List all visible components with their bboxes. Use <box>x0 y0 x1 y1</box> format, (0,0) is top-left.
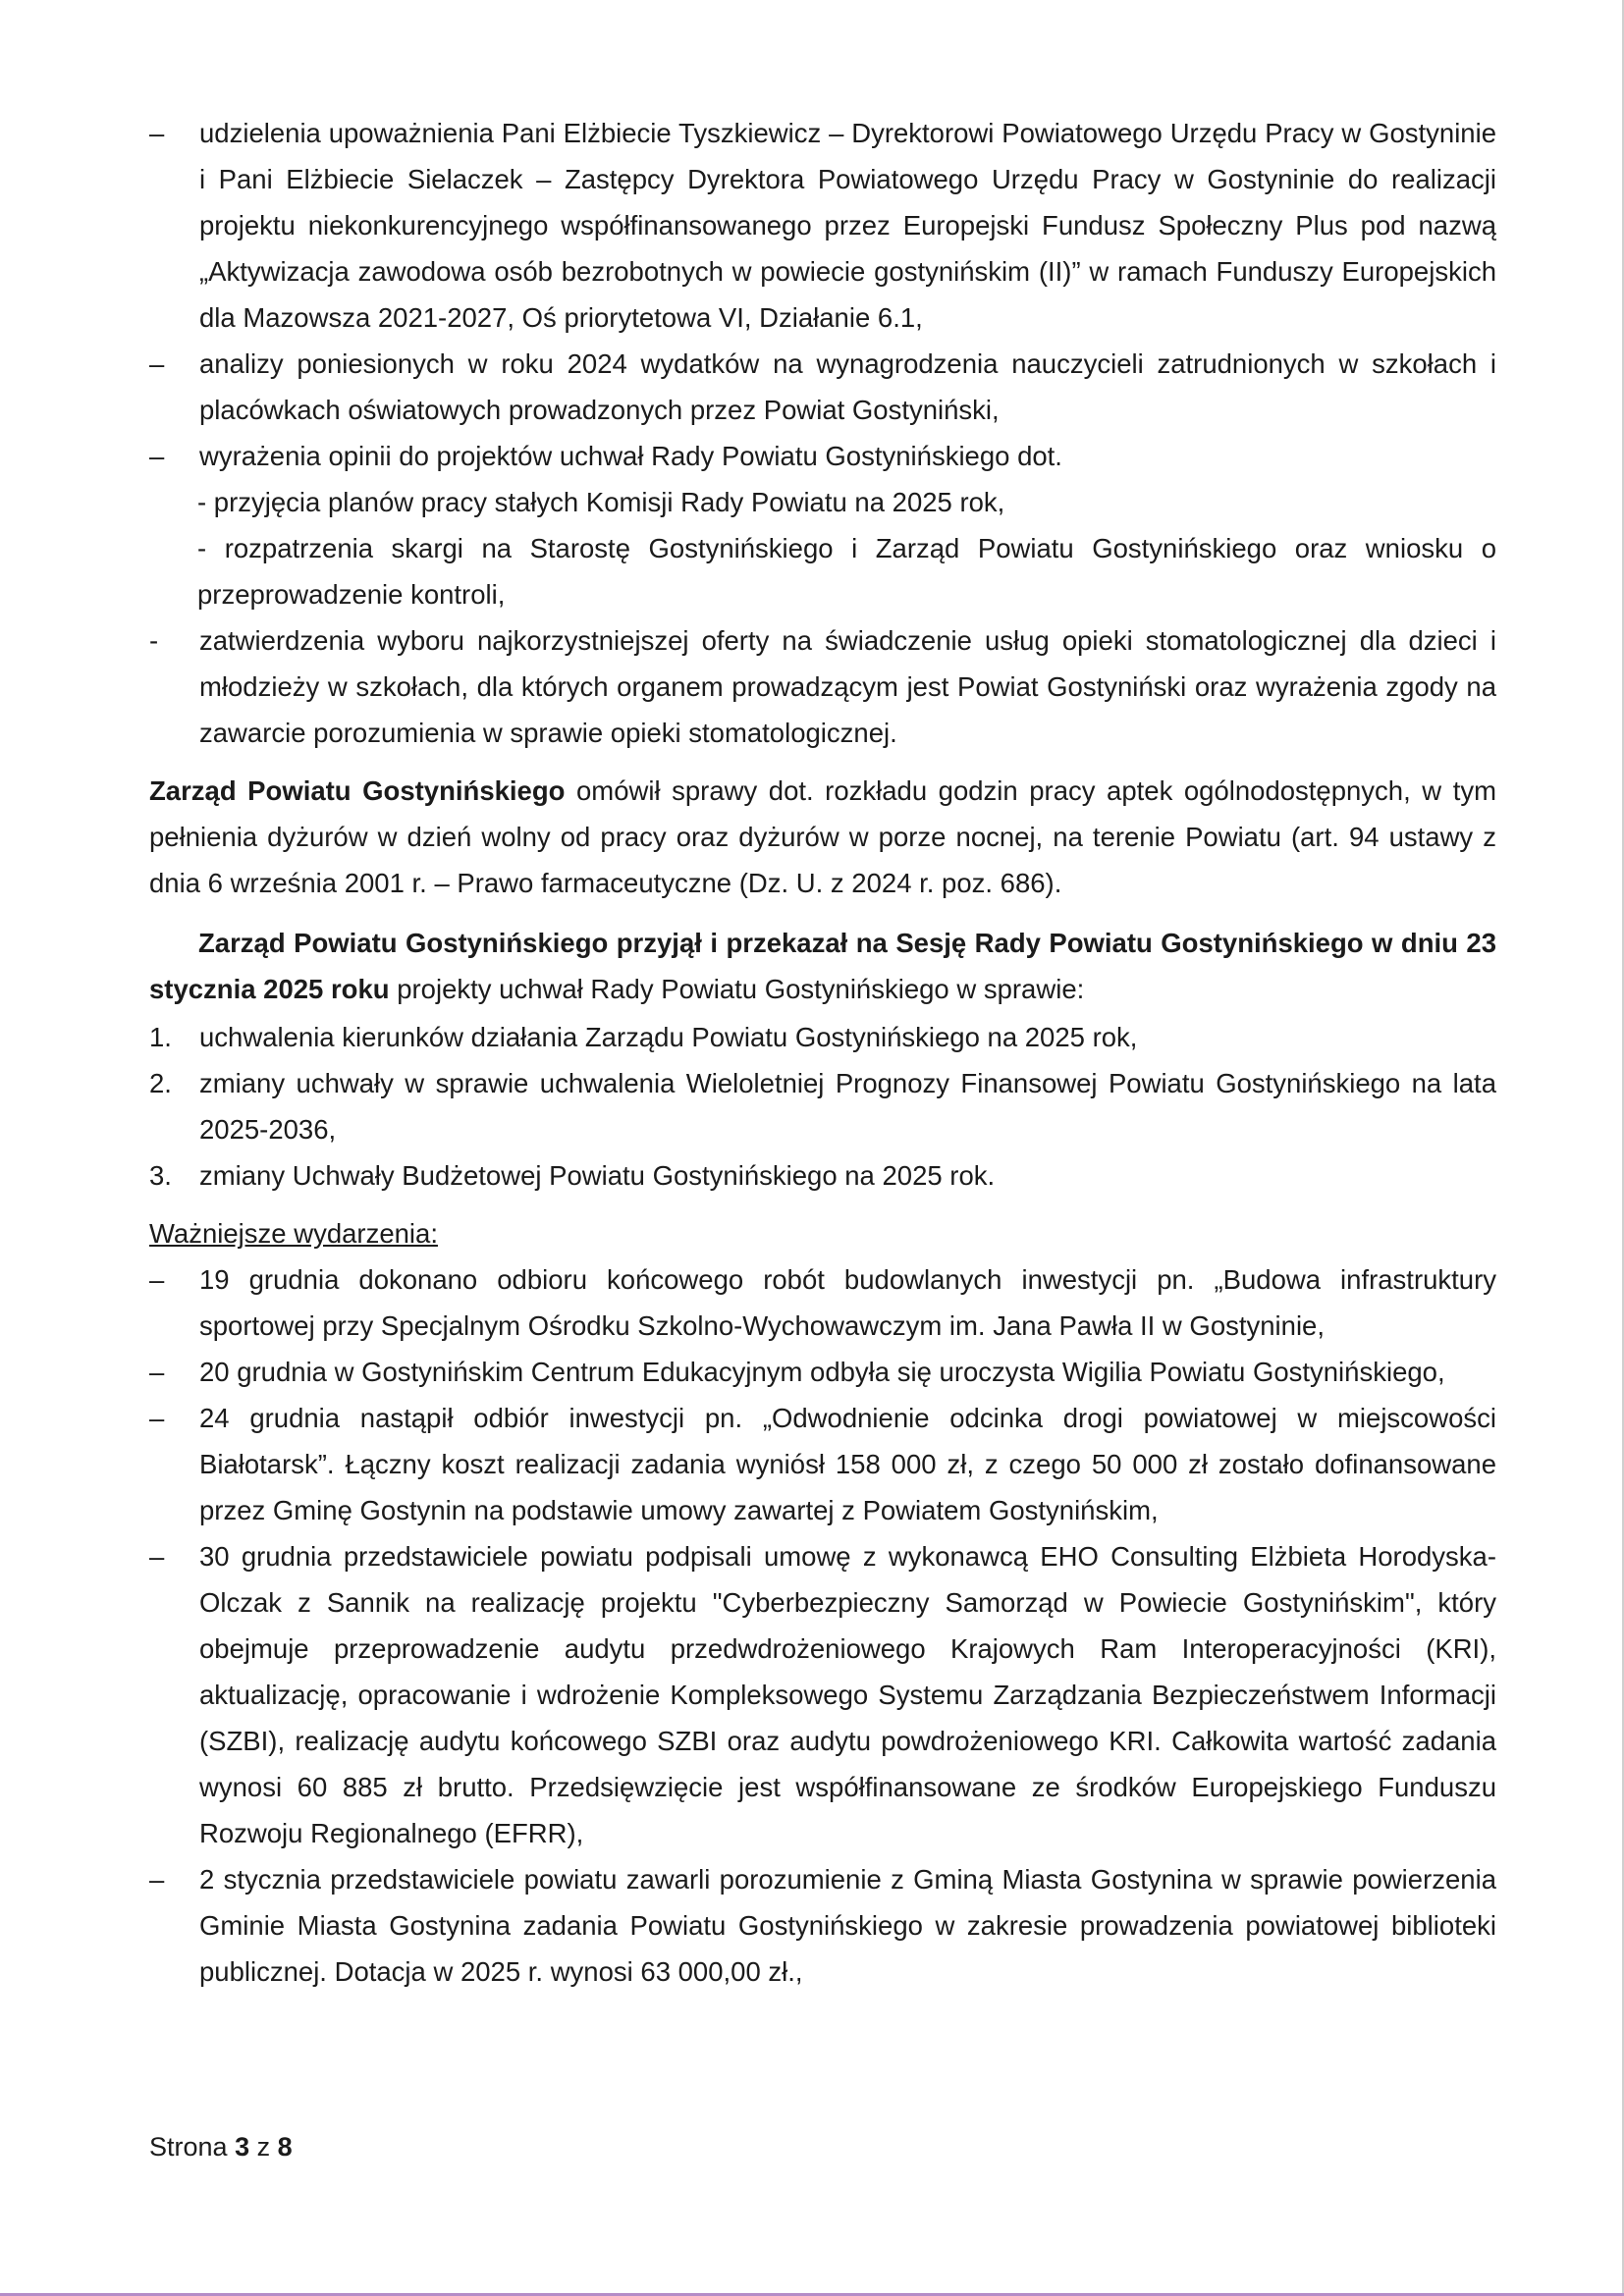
dash-marker: – <box>149 1864 165 1895</box>
list-item-text: analizy poniesionych w roku 2024 wydatków na wynagrodzenia nauczycieli zatrudnionych w szkołach i placówkach oświatowych prowadzonych przez Powiat Gostyniński, <box>199 348 1496 425</box>
event-text: 24 grudnia nastąpił odbiór inwestycji pn. „Odwodnienie odcinka drogi powiatowej w miejscowości Białotarsk”. Łączny koszt realizacji zadania wyniósł 158 000 zł, z czego 50 000 zł zostało dofinansowane przez Gminę Gostynin na podstawie umowy zawartej z Powiatem Gostynińskim, <box>199 1403 1496 1525</box>
list-item-text: wyrażenia opinii do projektów uchwał Rady Powiatu Gostynińskiego dot. <box>199 441 1062 471</box>
numbered-item <box>149 1014 1496 1060</box>
paragraph-session <box>149 920 1496 1012</box>
bold-lead: Zarząd Powiatu Gostynińskiego przyjął i przekazał na Sesję Rady Powiatu Gostynińskiego w dniu 23 stycznia 2025 roku <box>149 928 1496 1004</box>
numbered-item-text: zmiany Uchwały Budżetowej Powiatu Gostynińskiego na 2025 rok. <box>199 1160 996 1191</box>
event-text: 30 grudnia przedstawiciele powiatu podpisali umowę z wykonawcą EHO Consulting Elżbieta Horodyska-Olczak z Sannik na realizację projektu "Cyberbezpieczny Samorząd w Powiecie Gostynińskim", który obejmuje przeprowadzenie audytu przedwdrożeniowego Krajowych Ram Interoperacyjności (KRI), aktualizację, opracowanie i wdrożenie Kompleksowego Systemu Zarządzania Bezpieczeństwem Informacji (SZBI), realizację audytu końcowego SZBI oraz audytu powdrożeniowego KRI. Całkowita wartość zadania wynosi 60 885 zł brutto. Przedsięwzięcie jest współfinansowane ze środków Europejskiego Funduszu Rozwoju Regionalnego (EFRR), <box>199 1541 1496 1848</box>
number-marker: 2. <box>149 1068 172 1098</box>
event-item <box>149 1256 1496 1349</box>
event-item <box>149 1349 1496 1395</box>
event-item <box>149 1856 1496 1995</box>
list-item <box>149 341 1496 433</box>
number-marker: 1. <box>149 1022 172 1052</box>
page-number-prefix: Strona <box>149 2132 236 2162</box>
dash-marker: – <box>149 1403 165 1433</box>
event-item <box>149 1395 1496 1533</box>
event-item <box>149 1533 1496 1856</box>
paragraph-text: projekty uchwał Rady Powiatu Gostynińskiego w sprawie: <box>389 974 1085 1004</box>
bold-lead: Zarząd Powiatu Gostynińskiego <box>149 775 566 806</box>
dash-marker: – <box>149 1357 165 1387</box>
dash-marker: – <box>149 1541 165 1572</box>
dash-marker: – <box>149 118 165 148</box>
dash-marker: – <box>149 1264 165 1295</box>
number-marker: 3. <box>149 1160 172 1191</box>
sub-list-item: - przyjęcia planów pracy stałych Komisji Rady Powiatu na 2025 rok, <box>197 487 1005 517</box>
list-item-text: udzielenia upoważnienia Pani Elżbiecie Tyszkiewicz – Dyrektorowi Powiatowego Urzędu Pracy w Gostyninie i Pani Elżbiecie Sielaczek – Zastępcy Dyrektora Powiatowego Urzędu Pracy w Gostyninie do realizacji projektu niekonkurencyjnego współfinansowanego przez Europejski Fundusz Społeczny Plus pod nazwą „Aktywizacja zawodowa osób bezrobotnych w powiecie gostynińskim (II)” w ramach Funduszy Europejskich dla Mazowsza 2021-2027, Oś priorytetowa VI, Działanie 6.1, <box>199 118 1496 333</box>
page-number-total: 8 <box>277 2132 293 2162</box>
dash-marker: – <box>149 441 165 471</box>
page-number <box>149 2132 293 2163</box>
paragraph-pharmacy <box>149 768 1496 906</box>
sub-list-item: - rozpatrzenia skargi na Starostę Gostynińskiego i Zarząd Powiatu Gostynińskiego oraz wniosku o przeprowadzenie kontroli, <box>197 533 1496 610</box>
page-number-middle: z <box>249 2132 278 2162</box>
list-item-text: zatwierdzenia wyboru najkorzystniejszej oferty na świadczenie usług opieki stomatologicznej dla dzieci i młodzieży w szkołach, dla których organem prowadzącym jest Powiat Gostyniński oraz wyrażenia zgody na zawarcie porozumienia w sprawie opieki stomatologicznej. <box>199 625 1496 748</box>
event-text: 19 grudnia dokonano odbioru końcowego robót budowlanych inwestycji pn. „Budowa infrastruktury sportowej przy Specjalnym Ośrodku Szkolno-Wychowawczym im. Jana Pawła II w Gostyninie, <box>199 1264 1496 1341</box>
list-item <box>149 433 1496 479</box>
list-item <box>149 110 1496 341</box>
numbered-item <box>149 1060 1496 1152</box>
numbered-item-text: zmiany uchwały w sprawie uchwalenia Wieloletniej Prognozy Finansowej Powiatu Gostynińskiego na lata 2025-2036, <box>199 1068 1496 1145</box>
numbered-item-text: uchwalenia kierunków działania Zarządu Powiatu Gostynińskiego na 2025 rok, <box>199 1022 1138 1052</box>
event-text: 20 grudnia w Gostynińskim Centrum Edukacyjnym odbyła się uroczysta Wigilia Powiatu Gostynińskiego, <box>199 1357 1445 1387</box>
numbered-item <box>149 1152 1496 1199</box>
paragraph-text: omówił sprawy dot. rozkładu godzin pracy aptek ogólnodostępnych, w tym pełnienia dyżurów w dzień wolny od pracy oraz dyżurów w porze nocnej, na terenie Powiatu (art. 94 ustawy z dnia 6 września 2001 r. – Prawo farmaceutyczne (Dz. U. z 2024 r. poz. 686). <box>149 775 1496 898</box>
events-heading: Ważniejsze wydarzenia: <box>149 1218 438 1249</box>
list-item <box>149 617 1496 756</box>
document-page <box>149 110 1496 1995</box>
event-text: 2 stycznia przedstawiciele powiatu zawarli porozumienie z Gminą Miasta Gostynina w sprawie powierzenia Gminie Miasta Gostynina zadania Powiatu Gostynińskiego w zakresie prowadzenia powiatowej biblioteki publicznej. Dotacja w 2025 r. wynosi 63 000,00 zł., <box>199 1864 1496 1987</box>
dash-marker: - <box>149 625 159 656</box>
dash-marker: – <box>149 348 165 379</box>
page-number-current: 3 <box>235 2132 250 2162</box>
